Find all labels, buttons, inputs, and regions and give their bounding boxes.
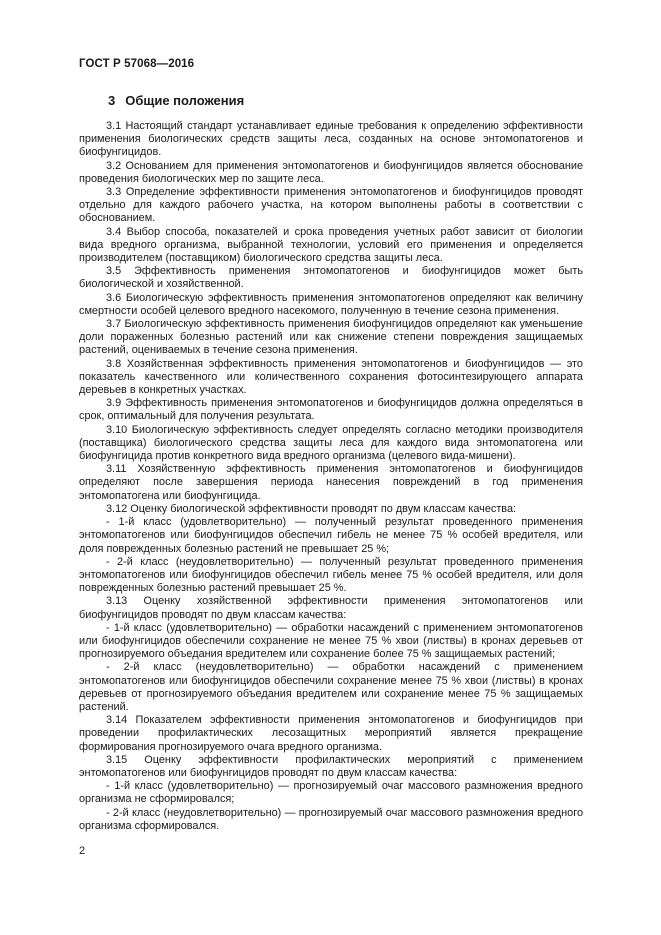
paragraph-3-6: 3.6 Биологическую эффективность применения энтомопатогенов определяют как величину смертности особей целевого вредного насекомого, полученную в течение сезона применения. (79, 291, 583, 317)
list-item: - 2-й класс (неудовлетворительно) — прогнозируемый очаг массового размножения вредного организма сформировался. (79, 806, 583, 832)
list-item: - 1-й класс (удовлетворительно) — обработки насаждений с применением энтомопатогенов или биофунгицидов обеспечили сохранение не менее 75 % хвои (листвы) в кронах деревьев от прогнозируемого объедания вредителем или сохранение более 75 % защищаемых растений; (79, 621, 583, 661)
paragraph-3-9: 3.9 Эффективность применения энтомопатогенов и биофунгицидов должна определяться в срок, оптимальный для получения результата. (79, 397, 583, 423)
paragraph-3-13: 3.13 Оценку хозяйственной эффективности применения энтомопатогенов или биофунгицидов проводят по двум классам качества: (79, 595, 583, 621)
paragraph-3-8: 3.8 Хозяйственная эффективность применения энтомопатогенов и биофунгицидов — это показатель качественного или количественного сохранения фотосинтезирующего аппарата деревьев в конкретных участках. (79, 357, 583, 397)
section-number: 3 (108, 93, 116, 108)
list-item: - 2-й класс (неудовлетворительно) — полученный результат проведенного применения энтомопатогенов или биофунгицидов обеспечил гибель менее 75 % особей вредителя, или доля поврежденных болезнью растений превышает 25 %. (79, 555, 583, 595)
paragraph-3-10: 3.10 Биологическую эффективность следует определять согласно методики производителя (поставщика) биологического средства защиты леса для каждого вида энтомопатогена или биофунгицида против конкретного вида вредного организма (целевого вида-мишени). (79, 423, 583, 463)
section-body (79, 120, 583, 833)
paragraph-3-2: 3.2 Основанием для применения энтомопатогенов и биофунгицидов является обоснование проведения биологических мер по защите леса. (79, 159, 583, 185)
paragraph-3-7: 3.7 Биологическую эффективность применения биофунгицидов определяют как уменьшение доли пораженных болезнью растений или как снижение степени повреждения защищаемых растений, оцениваемых в течение сезона применения. (79, 318, 583, 357)
paragraph-3-1: 3.1 Настоящий стандарт устанавливает единые требования к определению эффективности применения биологических средств защиты леса, созданных на основе энтомопатогенов и биофунгицидов. (79, 120, 583, 159)
paragraph-3-4: 3.4 Выбор способа, показателей и срока проведения учетных работ зависит от биологии вида вредного организма, выбранной технологии, условий его применения и определяется производителем (поставщиком) биологического средства защиты леса. (79, 225, 583, 265)
list-item: - 1-й класс (удовлетворительно) — прогнозируемый очаг массового размножения вредного организма не сформировался; (79, 780, 583, 806)
page-number: 2 (79, 845, 86, 857)
paragraph-3-15: 3.15 Оценку эффективности профилактических мероприятий с применением энтомопатогенов или биофунгицидов проводят по двум классам качества: (79, 753, 583, 779)
document-header: ГОСТ Р 57068—2016 (79, 58, 195, 70)
list-item: - 1-й класс (удовлетворительно) — полученный результат проведенного применения энтомопатогенов или биофунгицидов обеспечил гибель не менее 75 % особей вредителя, или доля поврежденных болезнью растений не превышает 25 %; (79, 516, 583, 555)
paragraph-3-11: 3.11 Хозяйственную эффективность применения энтомопатогенов и биофунгицидов определяют после завершения периода нанесения повреждений в год применения энтомопатогена или биофунгицида. (79, 463, 583, 502)
paragraph-3-14: 3.14 Показателем эффективности применения энтомопатогенов и биофунгицидов при проведении профилактических лесозащитных мероприятий является прекращение формирования прогнозируемого очага вредного организма. (79, 714, 583, 753)
section-title: Общие положения (125, 93, 245, 108)
paragraph-3-12: 3.12 Оценку биологической эффективности проводят по двум классам качества: (106, 502, 517, 515)
paragraph-3-5: 3.5 Эффективность применения энтомопатогенов и биофунгицидов может быть биологической и хозяйственной. (79, 265, 583, 291)
list-item: - 2-й класс (неудовлетворительно) — обработки насаждений с применением энтомопатогенов или биофунгицидов обеспечили сохранение менее 75 % хвои (листвы) в кронах деревьев от прогнозируемого объедания вредителем или сохранение менее 75 % защищаемых растений. (79, 661, 583, 713)
section-heading (108, 93, 244, 108)
paragraph-3-3: 3.3 Определение эффективности применения энтомопатогенов и биофунгицидов проводят отдельно для каждого рабочего участка, на котором выполнены работы в соответствии с обоснованием. (79, 186, 583, 225)
